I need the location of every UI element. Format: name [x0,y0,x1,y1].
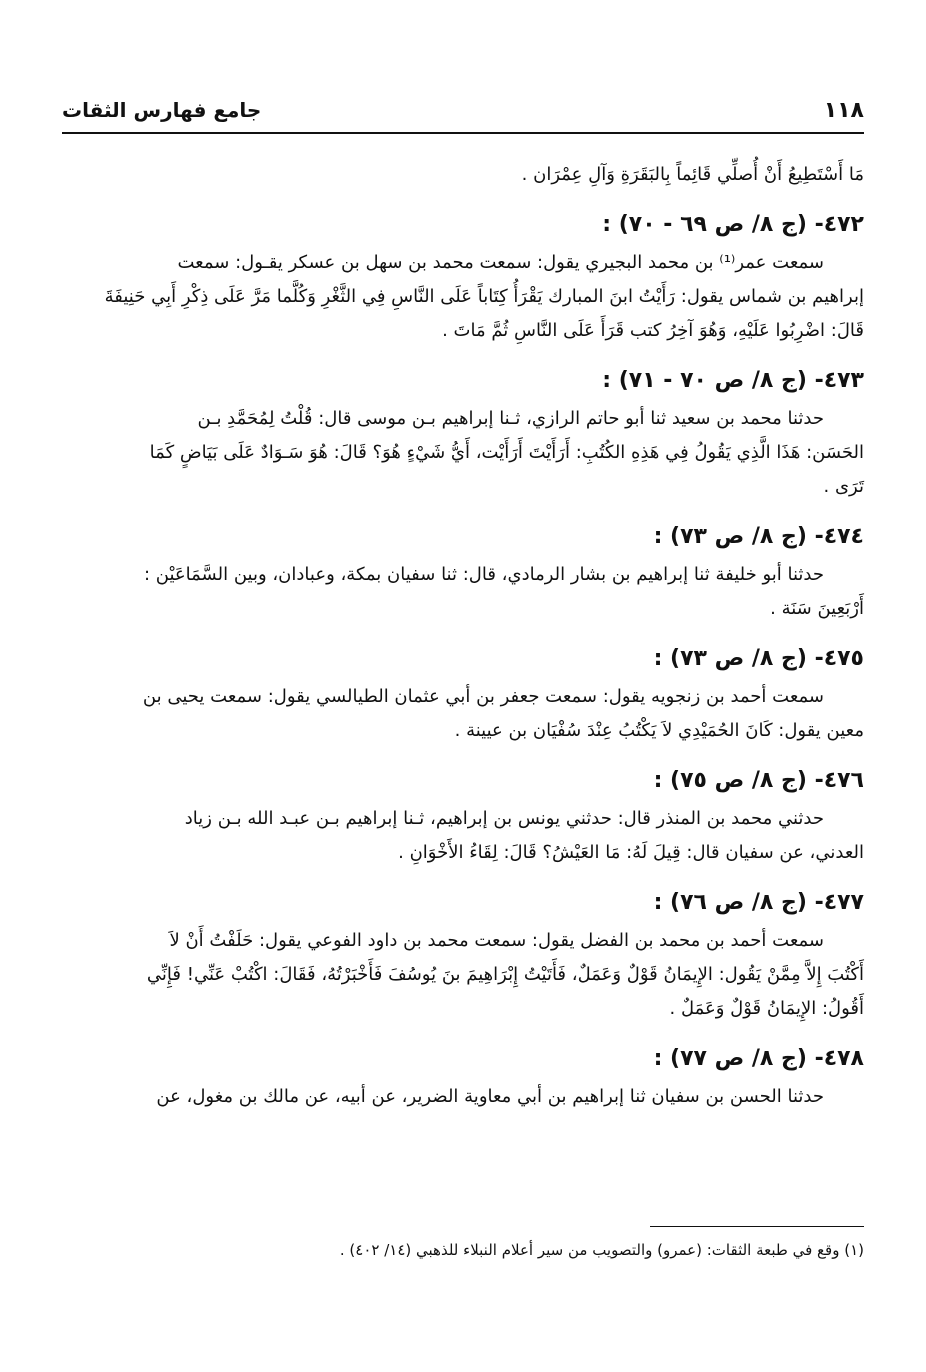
entry-reference: - (ج ٨/ ص ٦٩ - ٧٠) : [602,212,824,237]
entry-heading [62,1040,864,1078]
entry-reference: - (ج ٨/ ص ٧٧) : [653,1046,824,1071]
entry-line: العدني، عن سفيان قال: قِيلَ لَهُ: مَا العَيْشُ؟ قَالَ: لِقَاءُ الأَخْوَانِ . [398,842,864,863]
entry-number: ٤٧٢ [823,212,864,237]
entry-heading [62,762,864,800]
page-body [62,158,864,1114]
footnote-divider [650,1226,864,1227]
entry-reference: - (ج ٨/ ص ٧٠ - ٧١) : [602,368,824,393]
entry-line: حدثنا محمد بن سعيد ثنا أبو حاتم الرازي، ثـنا إبراهيم بـن موسى قال: قُلْتُ لِمُحَمَّدِ بـن [197,408,824,429]
entry-number: ٤٧٥ [823,646,864,671]
entry-heading [62,518,864,556]
entry-line: حدثني محمد بن المنذر قال: حدثني يونس بن إبراهيم، ثـنا إبراهيم بـن عبـد الله بـن زياد [184,808,824,829]
page-number: ١١٨ [823,98,864,123]
entry-number: ٤٧٧ [823,890,864,915]
entry-line: قَالَ: اضْرِبُوا عَلَيْهِ، وَهُوَ آخِرُ كتب قَرَأَ عَلَى النَّاسِ ثُمَّ مَاتَ . [442,320,864,341]
entry-heading [62,884,864,922]
entry-line: أَرْبَعِينَ سَنَة . [770,598,864,619]
entry-heading [62,640,864,678]
entry-476 [62,762,864,870]
entry-line: سمعت أحمد بن محمد بن الفضل يقول: سمعت محمد بن داود الفوعي يقول: حَلَفْتُ أَنْ لاَ [169,930,824,951]
entry-number: ٤٧٤ [823,524,864,549]
entry-reference: - (ج ٨/ ص ٧٣) : [653,646,824,671]
footnote: (١) وقع في طبعة الثقات: (عمرو) والتصويب من سير أعلام النبلاء للذهبي (١٤/ ٤٠٢) . [339,1241,864,1259]
entry-heading [62,362,864,400]
entry-474 [62,518,864,626]
running-title: جامع فهارس الثقات [62,98,262,122]
entry-line: إبراهيم بن شماس يقول: رَأَيْتُ ابنَ المبارك يَقْرَأُ كِتَاباً عَلَى النَّاسِ فِي الثَّغْرِ وَكُلَّما مَرَّ عَلَى ذِكْرِ أَبِي حَنِيفَةَ [104,286,864,307]
entry-heading [62,206,864,244]
entry-475 [62,640,864,748]
entry-line: أَقُولُ: الإِيمَانُ قَوْلٌ وَعَمَلٌ . [669,998,864,1019]
entry-reference: - (ج ٨/ ص ٧٦) : [653,890,824,915]
entry-line: تَرَى . [823,476,864,497]
page-header [62,92,864,134]
entry-line: الحَسَن: هَذَا الَّذِي يَقُولُ فِي هَذِهِ الكُتُبِ: أَرَأَيْتَ أَرَأَيْت، أَيُّ شَيْءٍ هُوَ؟ قَالَ: هُوَ سَـوَادٌ عَلَى بَيَاضٍ كَمَا [149,442,864,463]
entry-number: ٤٧٨ [823,1046,864,1071]
entry-line: سمعت عمر⁽¹⁾ بن محمد البجيري يقول: سمعت محمد بن سهل بن عسكر يقـول: سمعت [177,252,824,273]
entry-472 [62,206,864,348]
entry-number: ٤٧٦ [823,768,864,793]
entry-line: سمعت أحمد بن زنجويه يقول: سمعت جعفر بن أبي عثمان الطيالسي يقول: سمعت يحيى بن [142,686,824,707]
entry-line: أَكْتُبَ إِلاَّ مِمَّنْ يَقُول: الإِيمَانُ قَوْلٌ وَعَمَلٌ، فَأَتَيْتُ إِبْرَاهِيمَ بنَ يُوسُفَ فَأَخْبَرْتُهُ، فَقَالَ: اكْتُبْ عَنِّي! فَإِنِّي [146,964,864,985]
entry-478 [62,1040,864,1114]
entry-477 [62,884,864,1026]
entry-line: معين يقول: كَانَ الحُمَيْدِي لاَ يَكْتُبُ عِنْدَ سُفْيَان بن عيينة . [454,720,864,741]
entry-reference: - (ج ٨/ ص ٧٣) : [653,524,824,549]
entry-473 [62,362,864,504]
entry-line: حدثنا الحسن بن سفيان ثنا إبراهيم بن أبي معاوية الضرير، عن أبيه، عن مالك بن مغول، عن [156,1086,824,1107]
entry-line: حدثنا أبو خليفة ثنا إبراهيم بن بشار الرمادي، قال: ثنا سفيان بمكة، وعبادان، وبين السَّمَاعَيْن : [144,564,824,585]
opening-line: مَا أَسْتَطِيعُ أَنْ أُصلِّي قَائِماً بِالبَقَرَةِ وَآلِ عِمْرَان . [521,164,864,185]
entry-reference: - (ج ٨/ ص ٧٥) : [653,768,824,793]
entry-number: ٤٧٣ [823,368,864,393]
